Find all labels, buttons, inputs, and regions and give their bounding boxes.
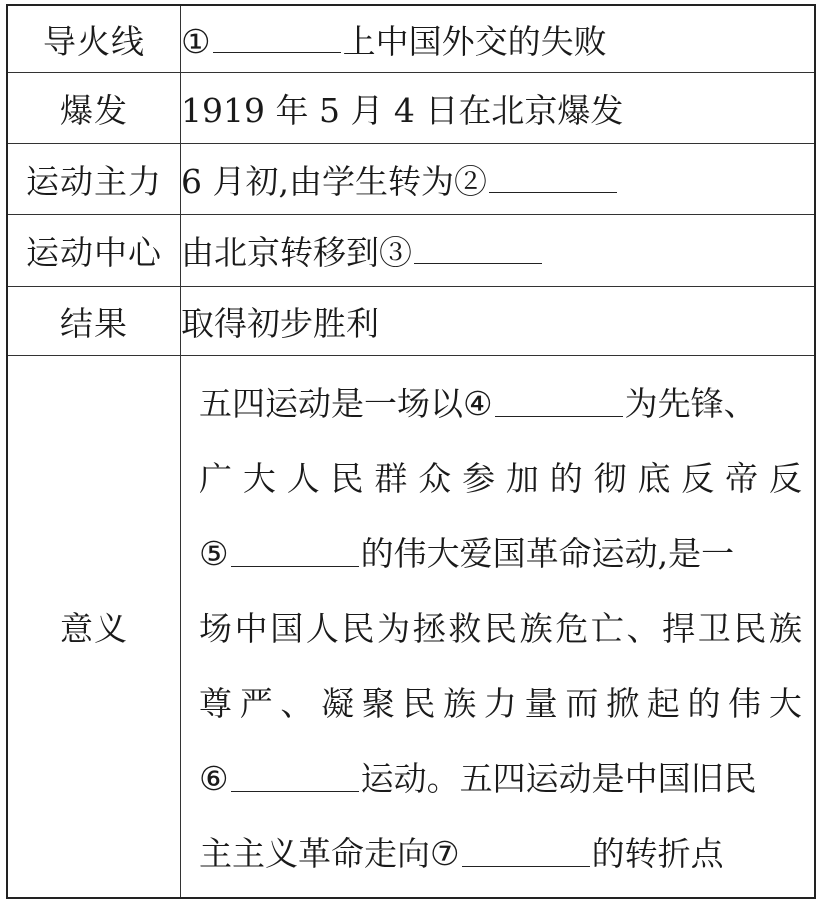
fuse-text: 上中国外交的失败 — [342, 21, 607, 61]
center-text: 由北京转移到 — [181, 233, 379, 272]
row-content-outbreak: 1919 年 5 月 4 日在北京爆发 — [181, 73, 816, 144]
sig-char: 加 — [505, 459, 539, 498]
row-content-significance — [181, 356, 816, 899]
blank-marker-2: ② — [453, 161, 487, 201]
row-label-significance: 意义 — [7, 356, 181, 899]
sig-char: 尊 — [199, 684, 232, 723]
significance-line-1 — [199, 366, 802, 441]
sig-char: 场 — [199, 609, 232, 648]
row-content-main-force — [181, 144, 816, 215]
sig-char: 族 — [519, 609, 553, 648]
row-label-main-force: 运动主力 — [7, 144, 181, 215]
sig-char: 大 — [768, 684, 802, 723]
sig-char: 、 — [280, 684, 314, 723]
fill-blank-4[interactable] — [495, 390, 623, 417]
blank-marker-7: ⑦ — [430, 834, 460, 873]
sig-char: 民 — [733, 609, 767, 648]
row-label-fuse: 导火线 — [7, 5, 181, 73]
sig-char: 彻 — [593, 459, 627, 498]
table-row — [7, 215, 815, 287]
sig-char: 民 — [330, 459, 364, 498]
fill-blank-1[interactable] — [213, 26, 341, 53]
sig-char: 起 — [646, 684, 680, 723]
sig-char: 拯 — [412, 609, 446, 648]
sig-char: 众 — [418, 459, 452, 498]
sig-char: 民 — [402, 684, 436, 723]
row-content-center — [181, 215, 816, 287]
sig-char: 力 — [483, 684, 517, 723]
sig-char: 为 — [377, 609, 411, 648]
sig-char: 中 — [234, 609, 268, 648]
sig-char: 族 — [443, 684, 477, 723]
table-row — [7, 287, 815, 356]
sig-char: 人 — [305, 609, 339, 648]
table-row — [7, 356, 815, 899]
sig-char: 参 — [462, 459, 496, 498]
significance-line-7 — [199, 816, 802, 891]
sig-char: 而 — [565, 684, 599, 723]
sig-char: 亡 — [590, 609, 624, 648]
significance-line-5 — [199, 666, 802, 741]
significance-line-4 — [199, 591, 802, 666]
sig-char: 凝 — [321, 684, 355, 723]
main-force-text: 6 月初,由学生转为 — [181, 161, 454, 201]
row-label-center: 运动中心 — [7, 215, 181, 287]
sig-char: 捍 — [662, 609, 696, 648]
sig-text: 的转折点 — [591, 834, 724, 873]
sig-char: 帝 — [725, 459, 759, 498]
row-content-result: 取得初步胜利 — [181, 287, 816, 356]
table-row — [7, 5, 815, 73]
sig-char: 的 — [687, 684, 721, 723]
sig-char: 救 — [448, 609, 482, 648]
sig-text: 为先锋、 — [624, 384, 757, 423]
sig-char: 聚 — [361, 684, 395, 723]
significance-line-3 — [199, 516, 802, 591]
significance-line-6 — [199, 741, 802, 816]
blank-marker-4: ④ — [463, 384, 493, 423]
sig-char: 、 — [626, 609, 660, 648]
sig-char: 量 — [524, 684, 558, 723]
sig-char: 民 — [484, 609, 517, 648]
fill-blank-2[interactable] — [489, 166, 617, 193]
sig-text: 主主义革命走向 — [199, 834, 430, 873]
fill-blank-7[interactable] — [462, 840, 590, 867]
blank-marker-3: ③ — [379, 233, 412, 272]
sig-char: 严 — [239, 684, 273, 723]
fill-blank-5[interactable] — [231, 540, 359, 567]
row-label-result: 结果 — [7, 287, 181, 356]
sig-char: 底 — [637, 459, 671, 498]
sig-char: 卫 — [697, 609, 731, 648]
sig-text: 运动。五四运动是中国旧民 — [360, 759, 757, 798]
sig-char: 反 — [768, 459, 802, 498]
table-row — [7, 144, 815, 215]
sig-char: 国 — [270, 609, 304, 648]
sig-char: 民 — [341, 609, 375, 648]
sig-char: 群 — [374, 459, 408, 498]
sig-char: 反 — [681, 459, 715, 498]
sig-char: 危 — [555, 609, 589, 648]
blank-marker-1: ① — [181, 21, 211, 61]
sig-char: 伟 — [728, 684, 762, 723]
sig-text: 五四运动是一场以 — [199, 384, 463, 423]
significance-line-2 — [199, 441, 802, 516]
fill-blank-3[interactable] — [414, 237, 542, 264]
blank-marker-6: ⑥ — [199, 759, 229, 798]
sig-char: 的 — [549, 459, 583, 498]
sig-text: 的伟大爱国革命运动,是一 — [360, 534, 735, 573]
may-fourth-summary-table — [6, 4, 816, 899]
fill-blank-6[interactable] — [231, 765, 359, 792]
sig-char: 广 — [199, 459, 232, 498]
row-content-fuse — [181, 5, 816, 73]
sig-char: 人 — [286, 459, 320, 498]
sig-char: 大 — [242, 459, 276, 498]
table-row — [7, 73, 815, 144]
blank-marker-5: ⑤ — [199, 534, 229, 573]
sig-char: 掀 — [606, 684, 640, 723]
sig-char: 族 — [769, 609, 802, 648]
row-label-outbreak: 爆发 — [7, 73, 181, 144]
